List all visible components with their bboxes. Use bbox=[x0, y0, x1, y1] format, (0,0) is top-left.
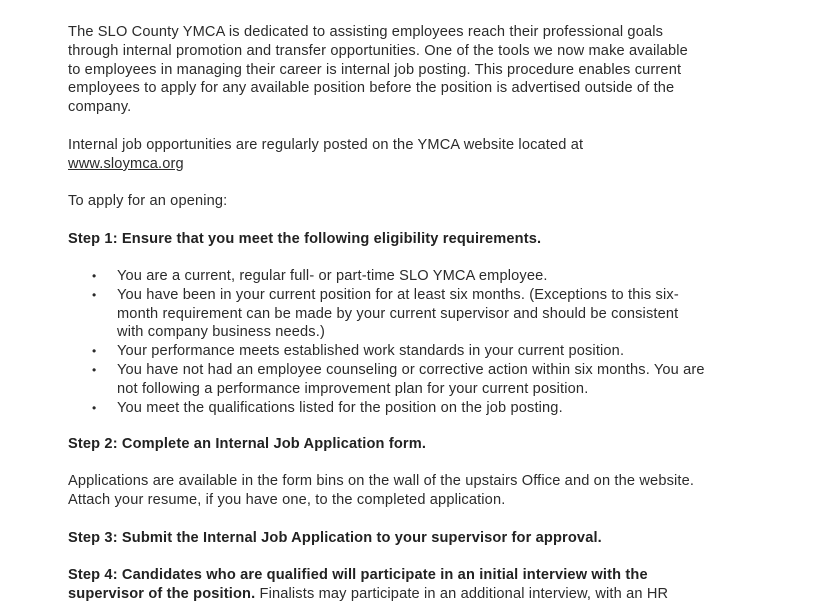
list-item-text: You meet the qualifications listed for the position on the job posting. bbox=[117, 399, 563, 416]
bullet-icon: • bbox=[92, 400, 97, 415]
eligibility-list bbox=[68, 267, 705, 417]
list-item bbox=[68, 286, 705, 342]
list-item-text: You have not had an employee counseling or corrective action within six months. You are not following a performance improvement plan for your current position. bbox=[117, 361, 705, 397]
step-4-heading bbox=[68, 566, 668, 604]
posted-text: Internal job opportunities are regularly posted on the YMCA website located at bbox=[68, 137, 584, 153]
step-4-heading-line1: Step 4: Candidates who are qualified will participate in an initial interview with the bbox=[68, 567, 648, 583]
bullet-icon: • bbox=[92, 269, 97, 283]
step-1-heading: Step 1: Ensure that you meet the following eligibility requirements. bbox=[68, 231, 542, 247]
list-item-text: You are a current, regular full- or part-time SLO YMCA employee. bbox=[117, 268, 548, 284]
list-item-text: Your performance meets established work standards in your current position. bbox=[117, 343, 625, 360]
step-4-text: Finalists may participate in an additional interview, with an HR bbox=[259, 585, 669, 602]
bullet-icon: • bbox=[92, 287, 97, 302]
step-3-heading: Step 3: Submit the Internal Job Application to your supervisor for approval. bbox=[68, 530, 602, 546]
list-item bbox=[68, 361, 705, 399]
apply-intro: To apply for an opening: bbox=[68, 193, 228, 209]
list-item bbox=[68, 267, 705, 286]
step-4-heading-line2: supervisor of the position. bbox=[68, 585, 256, 602]
ymca-website-link[interactable]: www.sloymca.org bbox=[68, 155, 184, 172]
list-item bbox=[68, 342, 705, 361]
applications-paragraph: Applications are available in the form bins on the wall of the upstairs Office and on the website. Attach your resume, if you have one, to the completed application. bbox=[68, 473, 695, 508]
bullet-icon: • bbox=[92, 344, 97, 359]
list-item-text: You have been in your current position for at least six months. (Exceptions to this six- month requirement can be made by your current supervisor and should be consistent with company business needs.) bbox=[117, 286, 679, 341]
list-item bbox=[68, 399, 705, 418]
step-2-heading: Step 2: Complete an Internal Job Application form. bbox=[68, 436, 427, 452]
posted-paragraph bbox=[68, 136, 583, 174]
bullet-icon: • bbox=[92, 362, 97, 377]
intro-paragraph: The SLO County YMCA is dedicated to assisting employees reach their professional goals through internal promotion and transfer opportunities. One of the tools we now make available to employees in managing their career is internal job posting. This procedure enables current employees to apply for any available position before the position is advertised outside of the company. bbox=[68, 24, 688, 116]
